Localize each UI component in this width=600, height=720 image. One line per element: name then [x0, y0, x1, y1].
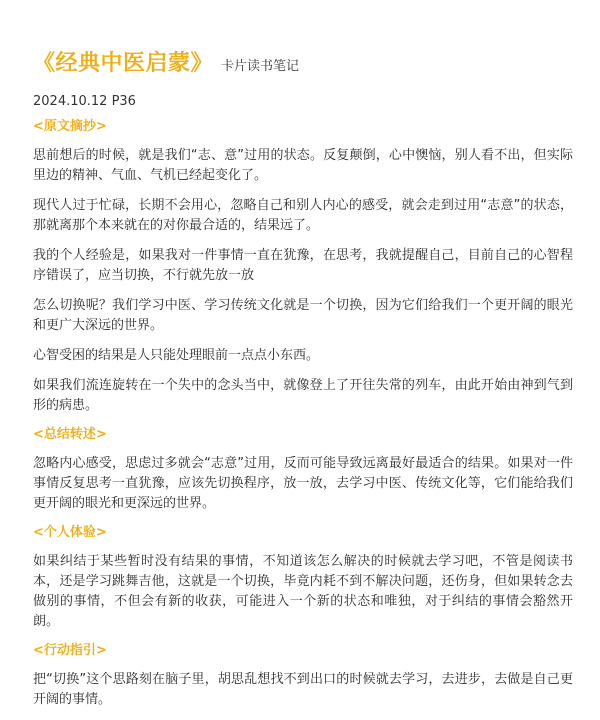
section-heading-excerpt: <原文摘抄> — [33, 119, 107, 134]
note-date: 2024.10.12 P36 — [33, 94, 136, 109]
excerpt-paragraph: 现代人过于忙碌，长期不会用心，忽略自己和别人内心的感受，就会走到过用“志意”的状态，那就离那个本来就在的对你最合适的，结果远了。 — [33, 198, 573, 233]
excerpt-paragraph: 心智受困的结果是人只能处理眼前一点点小东西。 — [33, 348, 320, 363]
note-content — [33, 118, 573, 720]
section-heading-summary: <总结转述> — [33, 427, 107, 442]
note-subtitle: 卡片读书笔记 — [221, 59, 300, 74]
excerpt-paragraph: 思前想后的时候，就是我们“志、意”过用的状态。反复颠倒，心中懊恼，别人看不出，但实际里边的精神、气血、气机已经起变化了。 — [33, 148, 573, 183]
section-heading-experience: <个人体验> — [33, 525, 107, 540]
excerpt-paragraph: 如果我们流连旋转在一个失中的念头当中，就像登上了开往失常的列车，由此开始由神到气到形的病患。 — [33, 378, 573, 413]
experience-paragraph: 如果纠结于某些暂时没有结果的事情，不知道该怎么解决的时候就去学习吧，不管是阅读书本，还是学习跳舞吉他，这就是一个切换，毕竟内耗不到不解决问题，还伤身，但如果转念去做别的事情，不但会有新的收获，可能进入一个新的状态和唯独，对于纠结的事情会豁然开朗。 — [33, 554, 573, 629]
summary-paragraph: 忽略内心感受，思虑过多就会“志意”过用，反而可能导致远离最好最适合的结果。如果对一件事情反复思考一直犹豫，应该先切换程序，放一放，去学习中医、传统文化等，它们能给我们更开阔的眼光和更深远的世界。 — [33, 456, 573, 511]
section-heading-action: <行动指引> — [33, 643, 107, 658]
excerpt-paragraph: 怎么切换呢？我们学习中医、学习传统文化就是一个切换，因为它们给我们一个更开阔的眼光和更广大深远的世界。 — [33, 298, 573, 333]
action-paragraph: 把“切换”这个思路刻在脑子里，胡思乱想找不到出口的时候就去学习，去进步，去做是自己更开阔的事情。 — [33, 672, 573, 707]
title-row — [33, 46, 299, 77]
excerpt-paragraph: 我的个人经验是，如果我对一件事情一直在犹豫，在思考，我就提醒自己，目前自己的心智程序错误了，应当切换，不行就先放一放 — [33, 248, 573, 283]
book-title: 《经典中医启蒙》 — [33, 51, 214, 76]
